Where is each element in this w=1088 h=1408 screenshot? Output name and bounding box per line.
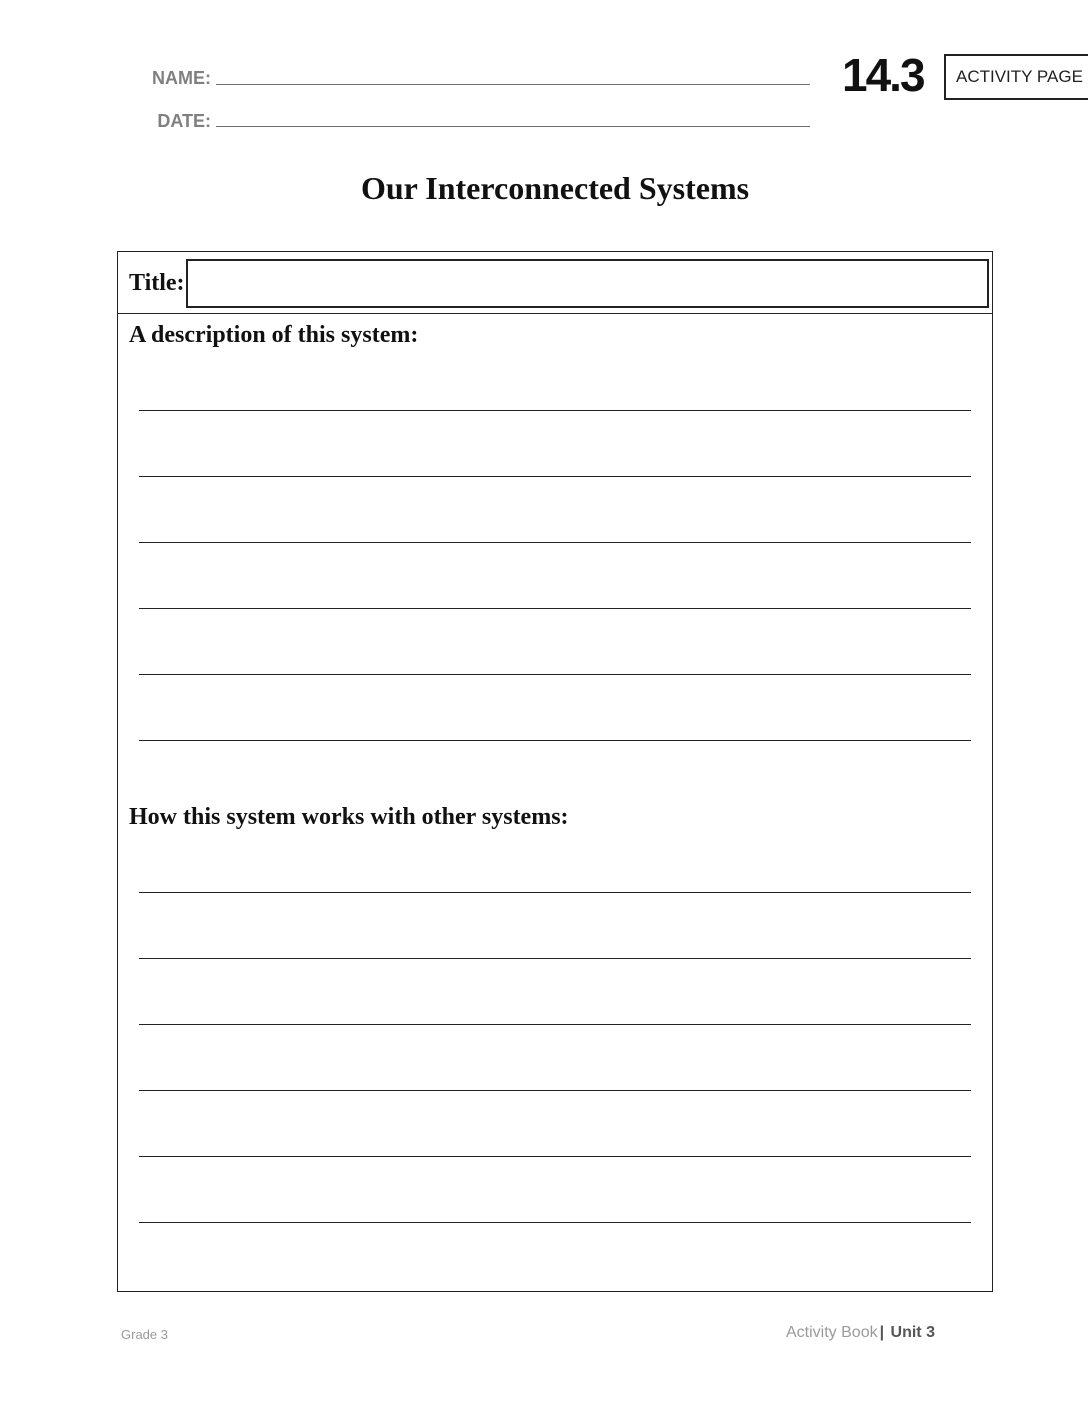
description-line-5[interactable] [139, 674, 971, 675]
footer-grade: Grade 3 [121, 1327, 168, 1342]
name-field-line[interactable] [216, 84, 810, 85]
activity-page-badge [944, 54, 1088, 100]
works-with-line-3[interactable] [139, 1024, 971, 1025]
page-number: 14.3 [842, 49, 924, 101]
page-title: Our Interconnected Systems [360, 170, 750, 206]
works-with-line-4[interactable] [139, 1090, 971, 1091]
footer-separator: | [879, 1324, 885, 1341]
date-label: DATE: [157, 111, 211, 131]
works-with-heading: How this system works with other systems: [129, 804, 569, 830]
description-line-3[interactable] [139, 542, 971, 543]
activity-page-label: ACTIVITY PAGE [956, 67, 1083, 86]
date-field-line[interactable] [216, 126, 810, 127]
title-input[interactable] [186, 259, 989, 308]
works-with-line-6[interactable] [139, 1222, 971, 1223]
footer-unit: Unit 3 [890, 1324, 935, 1341]
footer-book-info [786, 1324, 935, 1342]
works-with-line-5[interactable] [139, 1156, 971, 1157]
description-line-6[interactable] [139, 740, 971, 741]
works-with-line-2[interactable] [139, 958, 971, 959]
description-heading: A description of this system: [129, 322, 419, 348]
title-field-label: Title: [129, 270, 185, 296]
description-line-1[interactable] [139, 410, 971, 411]
description-line-4[interactable] [139, 608, 971, 609]
works-with-line-1[interactable] [139, 892, 971, 893]
worksheet-frame [117, 251, 993, 1292]
title-row-divider [117, 313, 993, 314]
description-line-2[interactable] [139, 476, 971, 477]
footer-book: Activity Book [786, 1324, 878, 1341]
name-label: NAME: [152, 68, 211, 88]
